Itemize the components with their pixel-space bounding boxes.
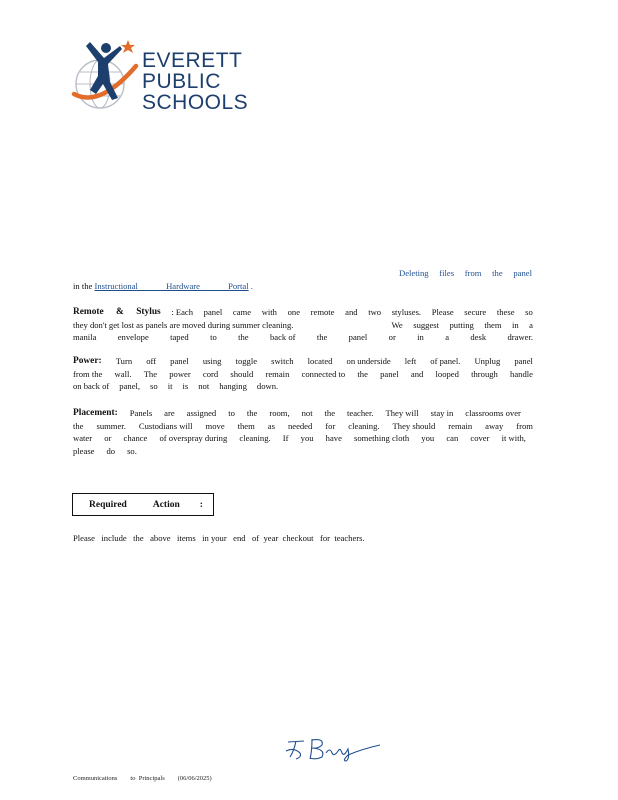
logo-line-public: PUBLIC <box>142 70 221 93</box>
word: it <box>167 381 173 392</box>
word: drawer. <box>507 332 533 343</box>
word: water <box>73 433 93 444</box>
word: the <box>246 408 258 418</box>
required-action-box <box>72 493 214 516</box>
word: for <box>325 420 336 431</box>
word: envelope <box>117 332 149 343</box>
word: putting <box>449 319 474 330</box>
footer-note: Communications to Principals (06/06/2025) <box>73 775 212 782</box>
word: and <box>345 307 358 317</box>
word: remote <box>310 307 335 317</box>
word: Panels <box>129 408 153 418</box>
word: panel <box>203 307 223 317</box>
word: through <box>471 368 498 379</box>
word: to <box>210 332 217 343</box>
word: on back of <box>73 381 110 392</box>
word: needed <box>287 420 313 431</box>
word: room, <box>269 408 290 418</box>
word: Deleting <box>399 268 429 278</box>
required-label: Required <box>89 499 127 510</box>
word: panel, <box>119 381 141 392</box>
word: We <box>391 319 403 330</box>
word: in <box>417 332 424 343</box>
word: on underside <box>346 356 391 366</box>
word: assigned <box>186 408 217 418</box>
word: these <box>496 307 515 317</box>
logo-line-everett: EVERETT <box>142 49 243 72</box>
word: two <box>368 307 382 317</box>
word: the <box>316 332 328 343</box>
word: from the <box>73 368 103 379</box>
word: panel <box>348 332 368 343</box>
word: came <box>232 307 252 317</box>
word: panel <box>513 268 532 278</box>
word: suggest <box>413 319 439 330</box>
word: located <box>307 356 333 366</box>
word: or <box>104 433 112 444</box>
word: should <box>230 368 254 379</box>
word: They will <box>385 408 419 418</box>
signature-image <box>282 733 382 763</box>
word: Unplug <box>474 356 501 366</box>
word: off <box>146 356 157 366</box>
word: is <box>182 381 189 392</box>
word: chance <box>123 433 148 444</box>
word: you <box>421 433 435 444</box>
intro-period: . <box>248 281 253 291</box>
word: in <box>512 319 519 330</box>
word: one <box>287 307 301 317</box>
word: not <box>301 408 313 418</box>
word: cord <box>202 368 219 379</box>
word: from <box>464 268 482 278</box>
word: of panel. <box>430 356 461 366</box>
word: are <box>164 408 175 418</box>
word: as <box>267 420 275 431</box>
intro-prefix: in the <box>73 281 95 291</box>
word: have <box>325 433 342 444</box>
word: stay in <box>430 408 454 418</box>
word: remain <box>448 420 473 431</box>
word: they don't get lost as panels are moved during summer cleaning. <box>73 319 294 330</box>
word: panel <box>380 368 399 379</box>
word: panel <box>514 356 533 366</box>
word: back of <box>269 332 296 343</box>
word: Turn <box>115 356 133 366</box>
word: looped <box>435 368 459 379</box>
word: can <box>446 433 459 444</box>
action-label: Action <box>152 499 180 510</box>
word: cleaning. <box>348 420 380 431</box>
action-colon: : <box>199 499 203 510</box>
word: classrooms over <box>465 408 521 418</box>
logo-wordmark <box>142 50 248 113</box>
word: so <box>525 307 533 317</box>
power-heading: Power: <box>73 356 102 366</box>
word: taped <box>170 332 189 343</box>
word: panel <box>170 356 189 366</box>
word: toggle <box>235 356 258 366</box>
word: manila <box>73 332 97 343</box>
word: teacher. <box>347 408 374 418</box>
word: to <box>228 408 235 418</box>
word: They should <box>392 420 436 431</box>
word: of overspray during <box>159 433 228 444</box>
word: cover <box>470 433 490 444</box>
word: : Each <box>171 307 194 317</box>
word: a <box>445 332 450 343</box>
word: wall. <box>114 368 132 379</box>
hardware-portal-link[interactable]: Instructional Hardware Portal <box>94 281 249 291</box>
word: and <box>410 368 424 379</box>
word: down. <box>256 381 279 392</box>
word: them <box>237 420 255 431</box>
word: with <box>261 307 277 317</box>
word: Custodians will <box>138 420 193 431</box>
logo-line-schools: SCHOOLS <box>142 91 249 114</box>
word: The <box>143 368 158 379</box>
word: move <box>205 420 225 431</box>
word: a <box>529 319 533 330</box>
word: left <box>404 356 417 366</box>
word: away <box>485 420 504 431</box>
word: remain <box>265 368 290 379</box>
word: something cloth <box>354 433 410 444</box>
placement-heading: Placement: <box>73 408 118 418</box>
word: switch <box>271 356 294 366</box>
runner-globe-icon <box>70 36 150 114</box>
word: summer. <box>96 420 126 431</box>
intro-deleting-files <box>399 268 532 278</box>
word: the <box>357 368 368 379</box>
word: the <box>492 268 503 278</box>
word: Please <box>431 307 454 317</box>
word: the <box>238 332 249 343</box>
word: them <box>484 319 502 330</box>
word: desk <box>470 332 487 343</box>
word: the <box>324 408 336 418</box>
remote-heading: Remote & Stylus <box>73 307 161 317</box>
word: please <box>73 445 95 456</box>
word: from <box>516 420 533 431</box>
word: cleaning. <box>239 433 271 444</box>
remote-stylus-section <box>73 306 533 344</box>
word: If <box>282 433 289 444</box>
word: hanging <box>219 381 247 392</box>
power-section <box>73 355 533 393</box>
word: power <box>169 368 191 379</box>
word: it with, <box>501 433 526 444</box>
word: connected to <box>301 368 346 379</box>
checkout-instruction: Please include the above items in your end of year checkout for teachers. <box>73 533 365 543</box>
word: so <box>150 381 158 392</box>
word: handle <box>510 368 533 379</box>
word: secure <box>464 307 487 317</box>
intro-portal-line <box>73 281 253 291</box>
word: using <box>202 356 222 366</box>
word: the <box>73 420 84 431</box>
placement-section <box>73 407 533 457</box>
word: so. <box>127 445 137 456</box>
word: styluses. <box>391 307 422 317</box>
word: you <box>300 433 314 444</box>
district-logo <box>70 36 260 114</box>
word: or <box>388 332 396 343</box>
word: not <box>198 381 210 392</box>
word: files <box>439 268 455 278</box>
word: do <box>106 445 116 456</box>
